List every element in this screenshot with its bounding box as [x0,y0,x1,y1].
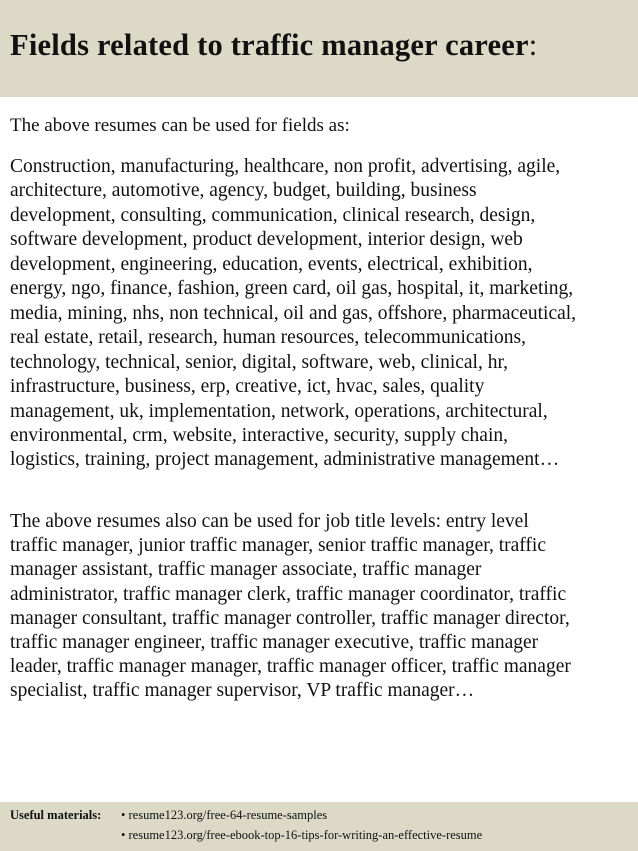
footer-row-1 [10,805,638,825]
levels-line: specialist, traffic manager supervisor, VP traffic manager… [10,680,475,702]
intro-text: The above resumes can be used for fields as: [10,115,350,136]
useful-materials-label-text: Useful materials [10,808,98,822]
fields-line: logistics, training, project management, administrative management… [10,449,560,471]
fields-line: technology, technical, senior, digital, software, web, clinical, hr, [10,351,509,373]
page-title-colon: : [528,28,538,62]
fields-line: infrastructure, business, erp, creative, ict, hvac, sales, quality [10,376,485,398]
useful-materials-label-colon: : [97,808,102,822]
levels-line: traffic manager engineer, traffic manager executive, traffic manager [10,632,539,654]
fields-line: Construction, manufacturing, healthcare, non profit, advertising, agile, [10,156,561,177]
job-levels-paragraph [10,510,636,704]
fields-line: energy, ngo, finance, fashion, green card, oil gas, hospital, it, marketing, [10,278,574,300]
fields-paragraph [10,155,636,473]
title-banner [0,0,638,97]
footer-row-2 [10,825,638,845]
levels-line: manager consultant, traffic manager controller, traffic manager director, [10,607,570,629]
page-title [10,27,638,63]
fields-line: development, consulting, communication, clinical research, design, [10,204,536,226]
useful-materials-label [10,805,121,825]
page-title-text: Fields related to traffic manager career [10,28,529,62]
levels-line: manager assistant, traffic manager associate, traffic manager [10,559,482,581]
fields-line: software development, product development, interior design, web [10,229,523,251]
fields-line: architecture, automotive, agency, budget, building, business [10,180,477,202]
levels-line: administrator, traffic manager clerk, traffic manager coordinator, traffic [10,583,567,605]
levels-line: leader, traffic manager manager, traffic manager officer, traffic manager [10,656,571,678]
fields-line: environmental, crm, website, interactive, security, supply chain, [10,424,508,446]
useful-materials-footer [0,802,638,851]
levels-line: traffic manager, junior traffic manager, senior traffic manager, traffic [10,535,546,557]
resume-samples-link[interactable]: • resume123.org/free-64-resume-samples [121,808,328,822]
ebook-tips-link[interactable]: • resume123.org/free-ebook-top-16-tips-for-writing-an-effective-resume [121,828,483,842]
fields-line: media, mining, nhs, non technical, oil and gas, offshore, pharmaceutical, [10,302,577,324]
fields-line: management, uk, implementation, network, operations, architectural, [10,400,548,422]
levels-line: The above resumes also can be used for job title levels: entry level [10,511,529,532]
fields-line: development, engineering, education, events, electrical, exhibition, [10,253,533,275]
fields-line: real estate, retail, research, human resources, telecommunications, [10,327,526,349]
